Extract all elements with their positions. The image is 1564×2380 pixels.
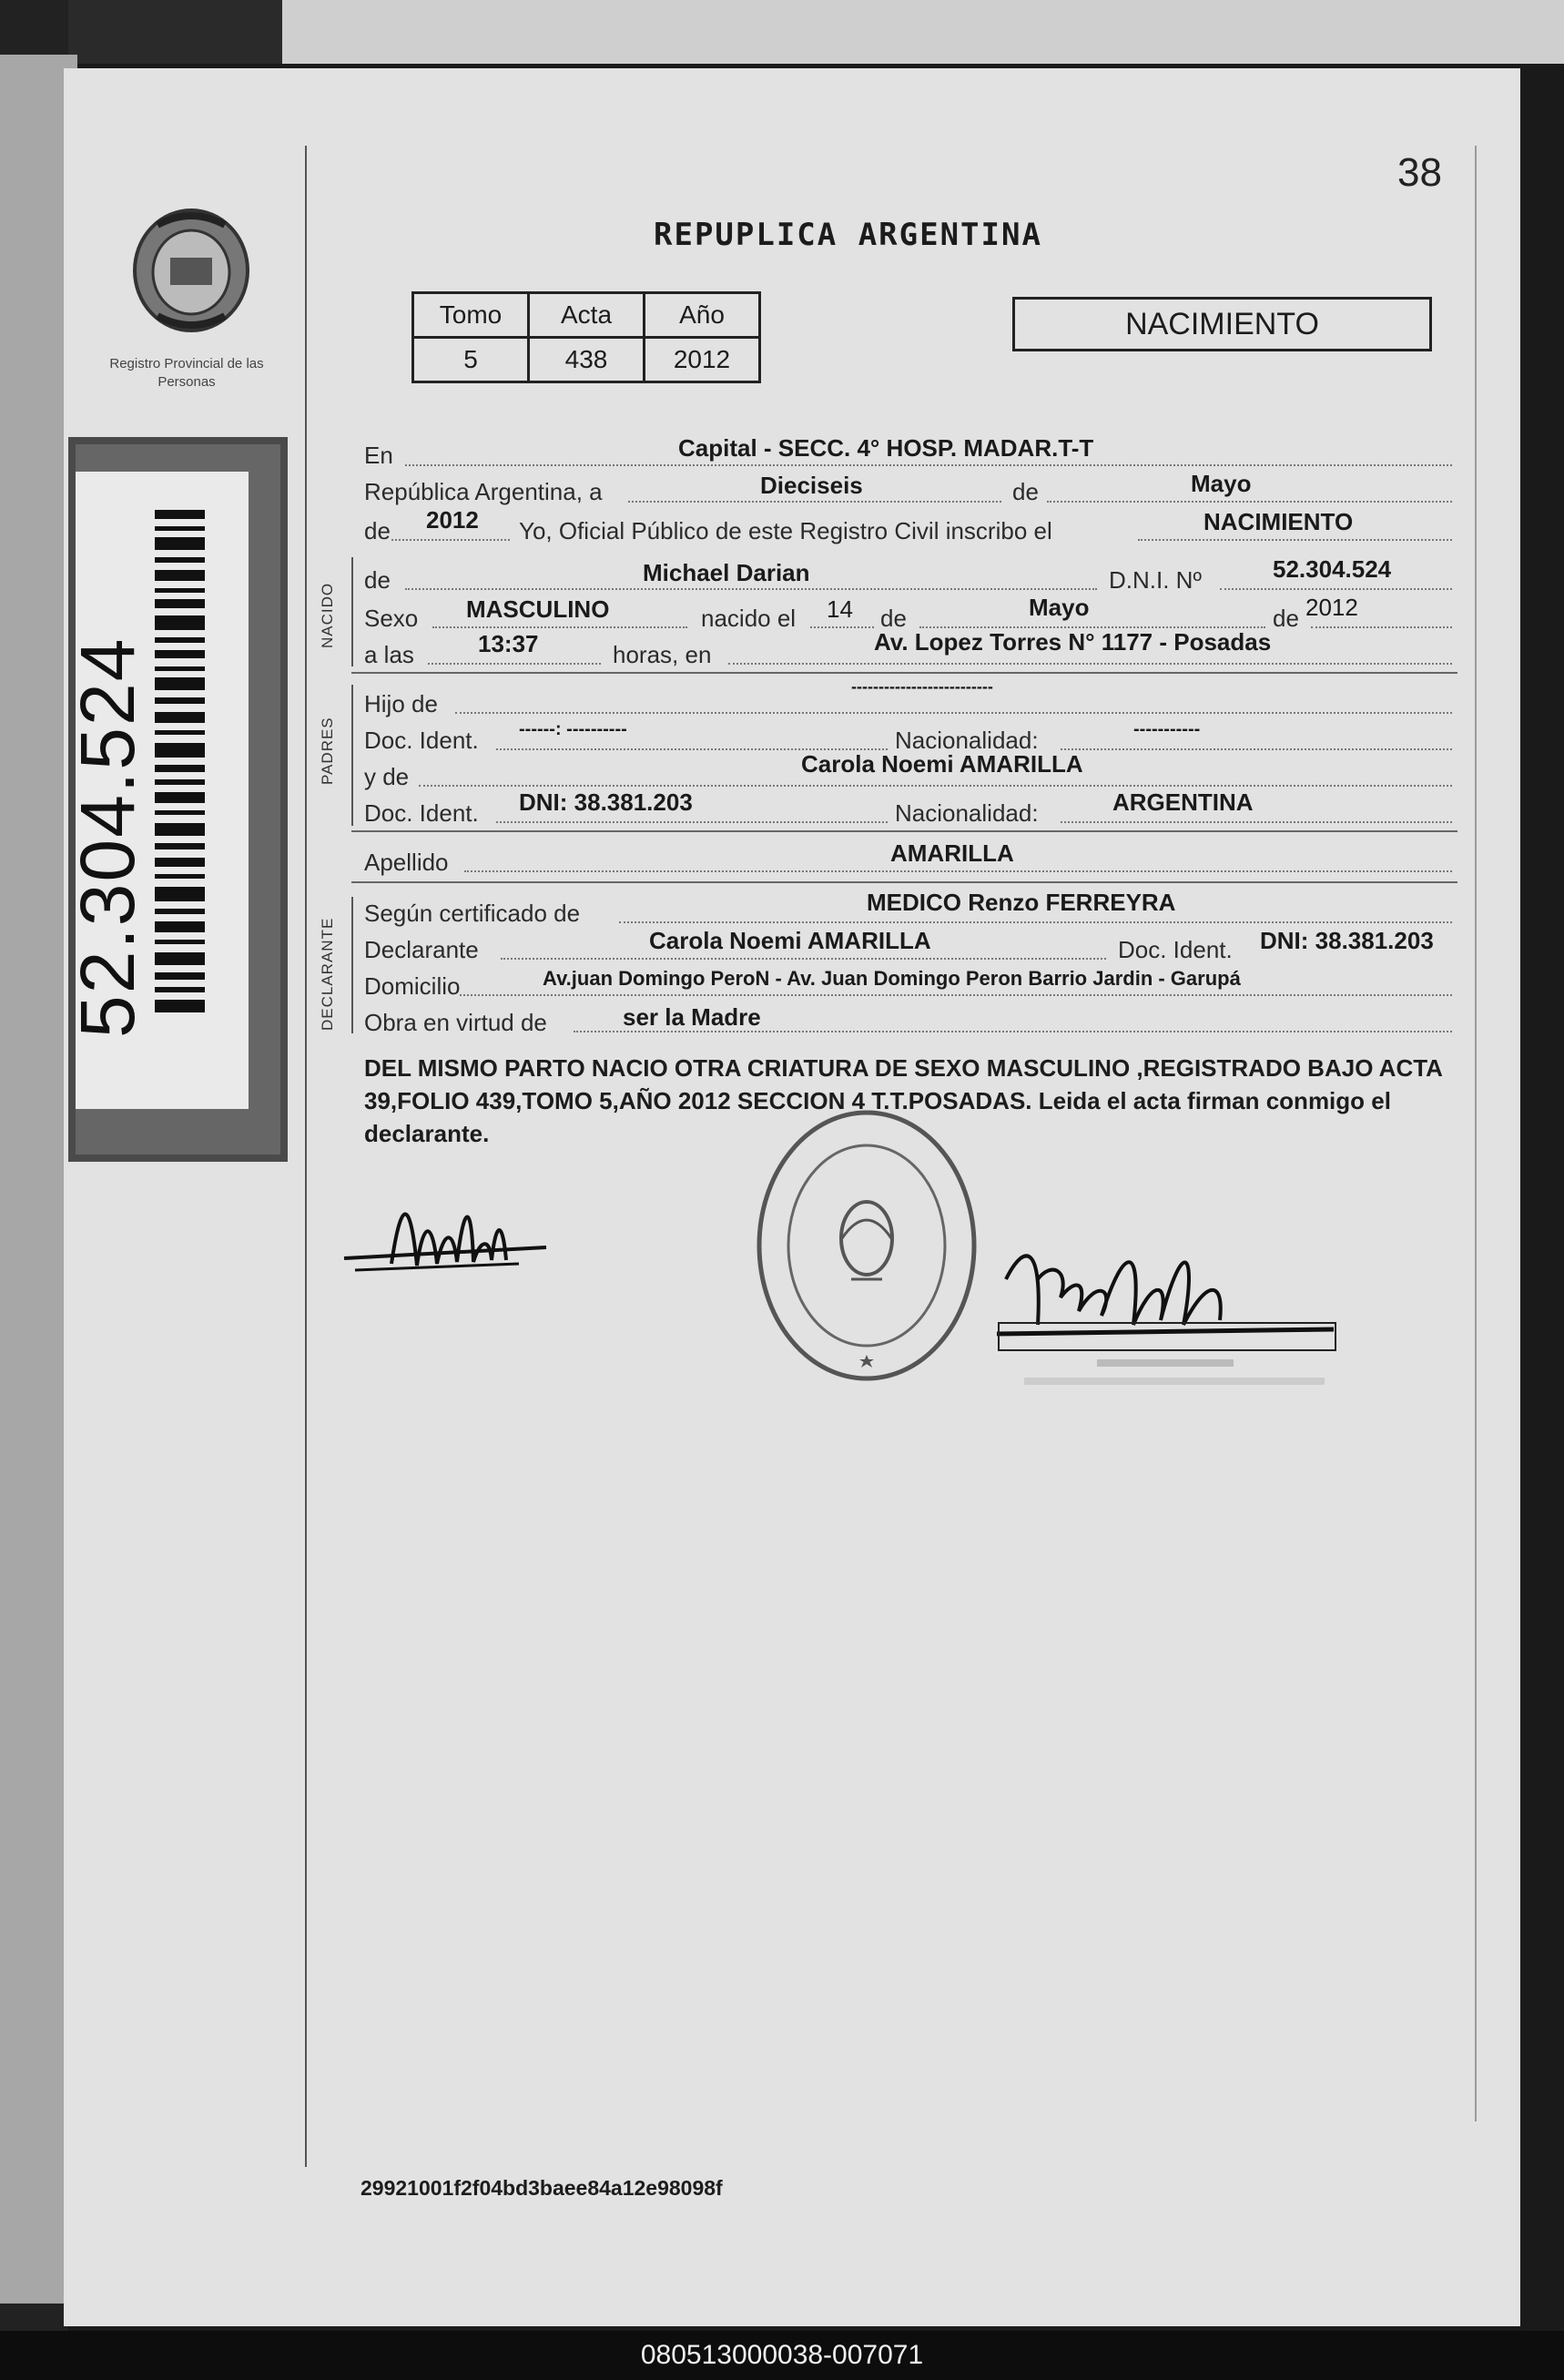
inscribo-line bbox=[1138, 539, 1452, 541]
certificado-label: Según certificado de bbox=[364, 900, 581, 927]
doc2-value: DNI: 38.381.203 bbox=[519, 788, 693, 816]
domicilio-line bbox=[460, 994, 1452, 996]
domicilio-label: Domicilio bbox=[364, 972, 461, 1000]
birth-month-value: Mayo bbox=[1029, 594, 1090, 621]
year-line bbox=[391, 539, 510, 541]
name-line bbox=[405, 588, 1097, 590]
en-line bbox=[405, 464, 1452, 466]
declarante-line bbox=[501, 958, 1106, 960]
registry-table bbox=[411, 291, 761, 383]
nacido-separator bbox=[351, 672, 1457, 674]
birth-day-value: 14 bbox=[827, 595, 853, 623]
registry-header-row bbox=[413, 293, 760, 338]
nac2-value: ARGENTINA bbox=[1112, 788, 1254, 816]
declarante-rule bbox=[351, 897, 353, 1033]
birth-year-value: 2012 bbox=[1305, 594, 1358, 621]
inscribo-value: NACIMIENTO bbox=[1203, 508, 1354, 535]
registry-value-acta: 438 bbox=[529, 338, 645, 382]
apellido-separator bbox=[351, 881, 1457, 883]
de-label: de bbox=[1012, 478, 1039, 505]
barcode-icon bbox=[155, 510, 205, 1020]
republica-label: República Argentina, a bbox=[364, 478, 603, 505]
observation-text: DEL MISMO PARTO NACIO OTRA CRIATURA DE SEXO MASCULINO ,REGISTRADO BAJO ACTA 39,FOLIO 439,TOMO 5,AÑO 2012 SECCION 4 T.T.POSADAS. Leida el acta firman conmigo el declarante. bbox=[364, 1054, 1442, 1147]
declarante-label: Declarante bbox=[364, 936, 479, 963]
nac1-line bbox=[1061, 748, 1452, 750]
top-edge bbox=[0, 0, 1564, 64]
sexo-label: Sexo bbox=[364, 605, 419, 632]
provincial-crest-icon bbox=[123, 205, 259, 337]
nacido-label: nacido el bbox=[701, 605, 797, 632]
alas-label: a las bbox=[364, 641, 414, 668]
birth-day-line bbox=[810, 626, 874, 628]
document-hash: 29921001f2f04bd3baee84a12e98098f bbox=[361, 2176, 723, 2200]
birth-year-line bbox=[1311, 626, 1452, 628]
sexo-line bbox=[432, 626, 687, 628]
hijo-label: Hijo de bbox=[364, 690, 438, 717]
month-value: Mayo bbox=[1191, 470, 1252, 497]
doc3-label: Doc. Ident. bbox=[1118, 936, 1233, 963]
apellido-value: AMARILLA bbox=[890, 839, 1014, 867]
nac2-line bbox=[1061, 821, 1452, 823]
padres-rule bbox=[351, 685, 353, 826]
footer-code: 080513000038-007071 bbox=[0, 2331, 1564, 2380]
day-line bbox=[628, 501, 1001, 503]
certificado-value: MEDICO Renzo FERREYRA bbox=[867, 889, 1176, 916]
day-value: Dieciseis bbox=[760, 472, 863, 499]
registry-header-acta: Acta bbox=[529, 293, 645, 338]
document-title: REPUPLICA ARGENTINA bbox=[654, 217, 1042, 253]
place-value: Av. Lopez Torres N° 1177 - Posadas bbox=[874, 628, 1272, 656]
dni-value: 52.304.524 bbox=[1273, 555, 1392, 583]
dni-label: D.N.I. Nº bbox=[1109, 566, 1202, 594]
horas-label: horas, en bbox=[613, 641, 712, 668]
yde-label: y de bbox=[364, 763, 410, 790]
child-name-value: Michael Darian bbox=[643, 559, 810, 586]
record-type-box: NACIMIENTO bbox=[1012, 297, 1432, 351]
top-light-bar bbox=[282, 0, 1564, 64]
nac1-label: Nacionalidad: bbox=[895, 727, 1039, 754]
official-seal-icon bbox=[751, 1102, 983, 1388]
year-prefix-label: de bbox=[364, 517, 391, 544]
mother-value: Carola Noemi AMARILLA bbox=[801, 750, 1083, 778]
de2-label: de bbox=[364, 566, 391, 594]
section-label-nacido: NACIDO bbox=[319, 582, 336, 648]
registry-header-ano: Año bbox=[645, 293, 760, 338]
sexo-value: MASCULINO bbox=[466, 595, 610, 623]
obra-value: ser la Madre bbox=[623, 1003, 761, 1031]
apellido-line bbox=[464, 870, 1452, 872]
domicilio-value: Av.juan Domingo PeroN - Av. Juan Domingo Peron Barrio Jardin - Garupá bbox=[543, 967, 1241, 990]
registry-value-tomo: 5 bbox=[413, 338, 529, 382]
registry-value-ano: 2012 bbox=[645, 338, 760, 382]
padres-separator bbox=[351, 830, 1457, 832]
doc2-label: Doc. Ident. bbox=[364, 799, 479, 827]
barcode-number: 52.304.524 bbox=[65, 636, 150, 1038]
nac1-value: ----------- bbox=[1133, 719, 1201, 739]
hijo-value: -------------------------- bbox=[851, 677, 993, 696]
hijo-line bbox=[455, 712, 1452, 714]
place-line bbox=[728, 663, 1452, 665]
declarant-signature-icon bbox=[337, 1184, 555, 1293]
dni-line bbox=[1220, 588, 1452, 590]
official-signature-icon bbox=[988, 1225, 1352, 1398]
doc3-value: DNI: 38.381.203 bbox=[1260, 927, 1434, 954]
de4-label: de bbox=[1273, 605, 1299, 632]
en-label: En bbox=[364, 442, 393, 469]
registry-header-tomo: Tomo bbox=[413, 293, 529, 338]
month-line bbox=[1047, 501, 1452, 503]
mother-line bbox=[419, 785, 1452, 787]
left-margin-rule bbox=[305, 146, 307, 2167]
doc1-label: Doc. Ident. bbox=[364, 727, 479, 754]
section-label-padres: PADRES bbox=[319, 717, 336, 785]
en-value: Capital - SECC. 4° HOSP. MADAR.T-T bbox=[678, 434, 1094, 462]
page-number: 38 bbox=[1397, 150, 1442, 195]
time-value: 13:37 bbox=[478, 630, 539, 657]
certificado-line bbox=[619, 921, 1452, 923]
crest-label: Registro Provincial de las Personas bbox=[109, 356, 264, 390]
nacido-rule bbox=[351, 557, 353, 666]
doc1-value: ------: ---------- bbox=[519, 719, 627, 739]
oficial-text: Yo, Oficial Público de este Registro Civil inscribo el bbox=[519, 517, 1052, 544]
nac2-label: Nacionalidad: bbox=[895, 799, 1039, 827]
section-label-declarante: DECLARANTE bbox=[319, 917, 336, 1031]
time-line bbox=[428, 663, 601, 665]
apellido-label: Apellido bbox=[364, 849, 449, 876]
obra-label: Obra en virtud de bbox=[364, 1009, 547, 1036]
doc2-line bbox=[496, 821, 888, 823]
declarante-value: Carola Noemi AMARILLA bbox=[649, 927, 931, 954]
year-value: 2012 bbox=[426, 506, 479, 534]
de3-label: de bbox=[880, 605, 907, 632]
registry-value-row bbox=[413, 338, 760, 382]
